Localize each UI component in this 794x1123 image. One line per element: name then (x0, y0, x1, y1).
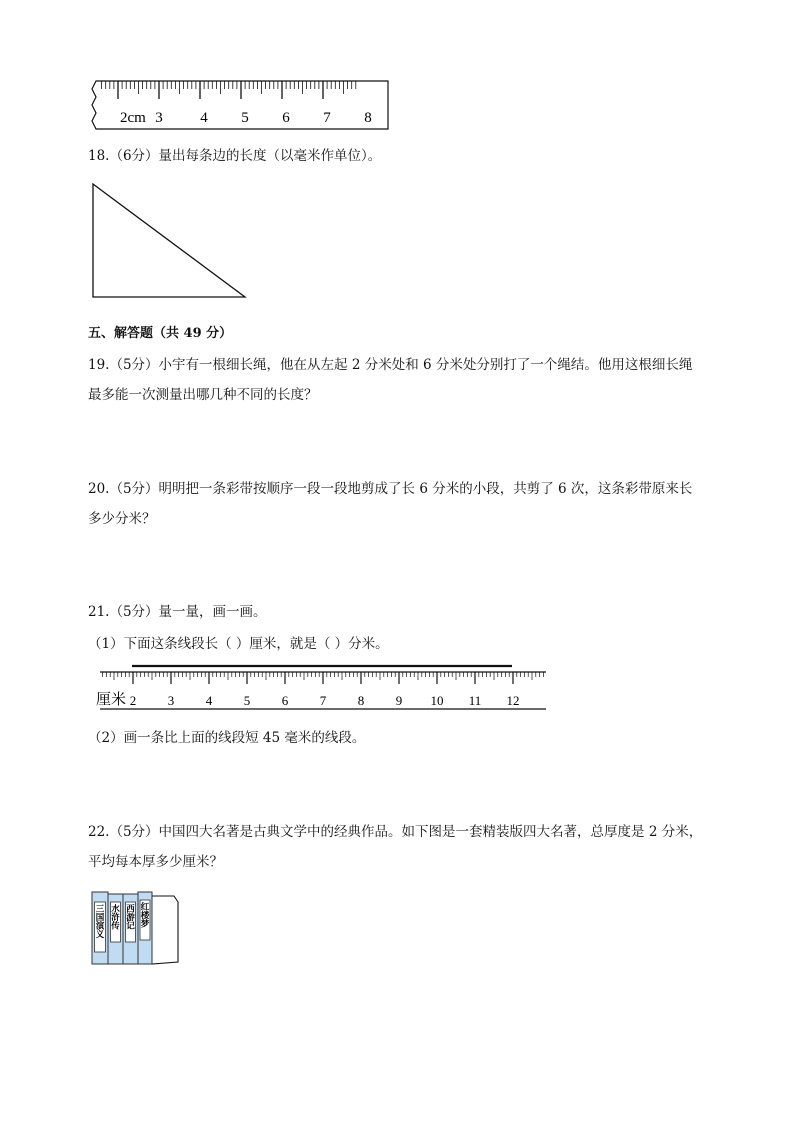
ruler-mm-label: 10 (430, 693, 444, 708)
question-21-part-1: （1）下面这条线段长（ ）厘米，就是（ ）分米。 (88, 636, 389, 652)
book-title: 红楼梦 (140, 902, 150, 928)
ruler-mm-label: 7 (319, 693, 327, 708)
ruler-unit-label: 厘米 (96, 690, 127, 708)
ruler-cm-label: 2cm (120, 110, 146, 126)
ruler-mm-label: 8 (357, 693, 365, 708)
ruler-mm-label: 12 (506, 693, 520, 708)
question-18: 18.（6分）量出每条边的长度（以毫米作单位）。 (88, 148, 382, 164)
question-22-line-2: 平均每本厚多少厘米？ (88, 854, 223, 870)
ruler-cm-label: 5 (241, 110, 249, 126)
ruler-mm-label: 4 (205, 693, 213, 708)
ruler-mm-label: 6 (281, 693, 289, 708)
ruler-mm-label: 5 (243, 693, 251, 708)
question-21-part-2: （2）画一条比上面的线段短 45 毫米的线段。 (88, 730, 366, 746)
question-21-title: 21.（5分）量一量，画一画。 (88, 604, 267, 620)
question-22-line-1: 22.（5分）中国四大名著是古典文学中的经典作品。如下图是一套精装版四大名著，总厚度是 2 分米， (88, 824, 703, 840)
ruler-mm-label: 9 (395, 693, 403, 708)
ruler-mm-label: 2 (129, 693, 137, 708)
book-title: 水浒传 (110, 904, 121, 930)
ruler-cm (88, 77, 394, 133)
ruler-cm-label: 3 (155, 110, 163, 126)
ruler-segment-figure (96, 660, 552, 716)
ruler-cm-label: 8 (364, 110, 372, 126)
ruler-mm-label: 11 (468, 693, 482, 708)
triangle-figure (88, 180, 253, 302)
ruler-cm-label: 4 (200, 110, 208, 126)
book-title: 西游记 (125, 904, 136, 930)
question-19-line-2: 最多能一次测量出哪几种不同的长度？ (88, 387, 318, 403)
section-title: 五、解答题（共 49 分） (88, 326, 233, 341)
ruler-cm-label: 7 (323, 110, 331, 126)
ruler-mm-ticks (103, 672, 544, 684)
ruler-mm-labels (96, 690, 520, 708)
question-19-line-1: 19.（5分）小宇有一根细长绳，他在从左起 2 分米处和 6 分米处分别打了一个绳结。他用这根细长绳 (88, 357, 693, 373)
book-title: 三国演义 (95, 904, 105, 938)
ruler-cm-label: 6 (282, 110, 290, 126)
books-figure (88, 888, 182, 970)
question-20-line-1: 20.（5分）明明把一条彩带按顺序一段一段地剪成了长 6 分米的小段，共剪了 6 次，这条彩带原来长 (88, 481, 693, 497)
question-20-line-2: 多少分米？ (88, 511, 156, 527)
ruler-mm-label: 3 (167, 693, 175, 708)
